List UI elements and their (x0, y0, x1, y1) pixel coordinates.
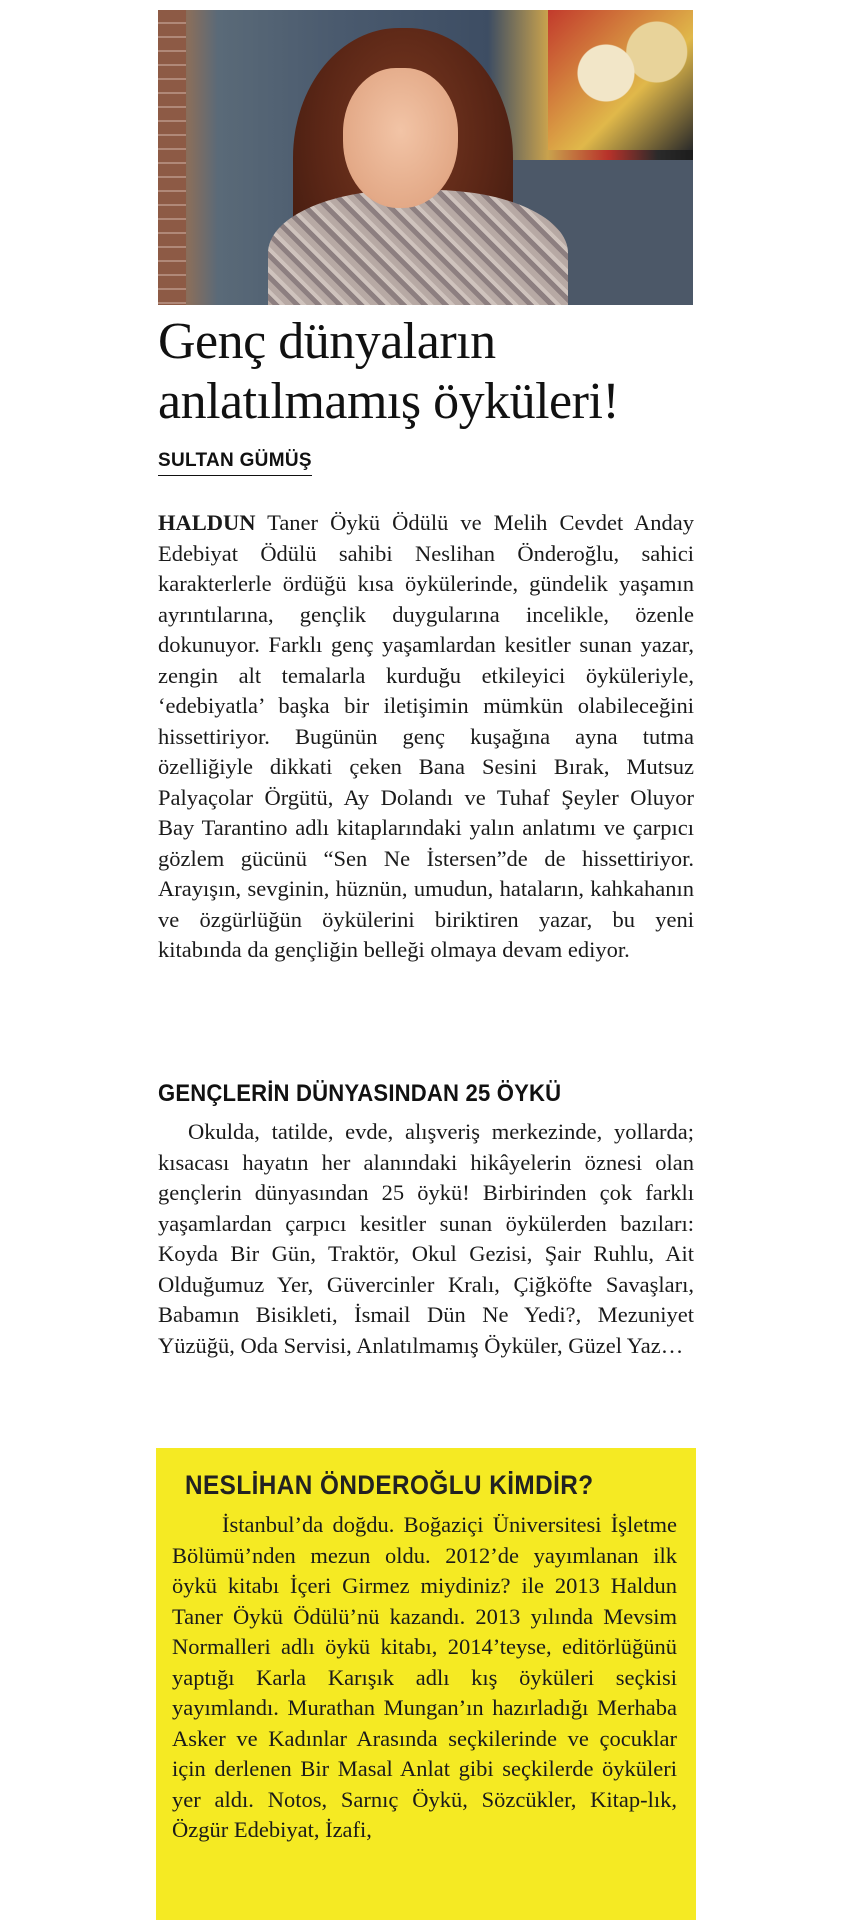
article-paragraph-1 (158, 508, 694, 966)
author-photo (158, 10, 693, 305)
photo-sweater (268, 190, 568, 305)
photo-wall-art (548, 10, 693, 150)
article-headline: Genç dünyaların anlatılmamış öyküleri! (158, 313, 620, 430)
author-byline: SULTAN GÜMÜŞ (158, 450, 312, 476)
info-box-title: NESLİHAN ÖNDEROĞLU KİMDİR? (185, 1470, 594, 1500)
photo-brick-wall (158, 10, 186, 305)
info-box-text: İstanbul’da doğdu. Boğaziçi Üniversitesi İşletme Bölümü’nden mezun oldu. 2012’de yayımlanan ilk öykü kitabı İçeri Girmez miydiniz? ile 2013 Haldun Taner Öykü Ödülü’nü kazandı. 2013 yılında Mevsim Normalleri adlı öykü kitabı, 2014’teyse, editörlüğünü yaptığı Karla Karışık adlı kış öyküleri seçkisi yayımlandı. Murathan Mungan’ın hazırladığı Merhaba Asker ve Kadınlar Arasında seçkilerinde ve çocuklar için derlenen Bir Masal Anlat gibi seçkilerde öyküleri yer aldı. Notos, Sarnıç Öykü, Sözcükler, Kitap-lık, Özgür Edebiyat, İzafi, (172, 1512, 677, 1842)
lead-word: HALDUN (158, 510, 256, 535)
article-paragraph-2: Okulda, tatilde, evde, alışveriş merkezinde, yollarda; kısacası hayatın her alanındaki hikâyelerin öznesi olan gençlerin dünyasından 25 öykü! Birbirinden çok farklı yaşamlardan çarpıcı kesitler sunan öykülerden bazıları: Koyda Bir Gün, Traktör, Okul Gezisi, Şair Ruhlu, Ait Olduğumuz Yer, Güvercinler Kralı, Çiğköfte Savaşları, Babamın Bisikleti, İsmail Dün Ne Yedi?, Mezuniyet Yüzüğü, Oda Servisi, Anlatılmamış Öyküler, Güzel Yaz… (158, 1119, 694, 1358)
paragraph-1-text: Taner Öykü Ödülü ve Melih Cevdet Anday Edebiyat Ödülü sahibi Neslihan Önderoğlu, sahici karakterlerle ördüğü kısa öykülerinde, gündelik yaşamın ayrıntılarına, gençlik duygularına incelikle, özenle dokunuyor. Farklı genç yaşamlardan kesitler sunan yazar, zengin alt temalarla kurduğu etkileyici öyküleriyle, ‘edebiyatla’ başka bir iletişimin mümkün olabileceğini hissettiriyor. Bugünün genç kuşağına ayna tutma özelliğiyle dikkati çeken Bana Sesini Bırak, Mutsuz Palyaçolar Örgütü, Ay Dolandı ve Tuhaf Şeyler Oluyor Bay Tarantino adlı kitaplarındaki yalın anlatımı ve çarpıcı gözlem gücünü “Sen Ne İstersen”de de hissettiriyor. Arayışın, sevginin, hüznün, umudun, hataların, kahkahanın ve özgürlüğün öykülerini biriktiren yazar, bu yeni kitabında da gençliğin belleği olmaya devam ediyor. (158, 510, 694, 962)
photo-face (343, 68, 458, 208)
section-subhead: GENÇLERİN DÜNYASINDAN 25 ÖYKÜ (158, 1080, 562, 1107)
